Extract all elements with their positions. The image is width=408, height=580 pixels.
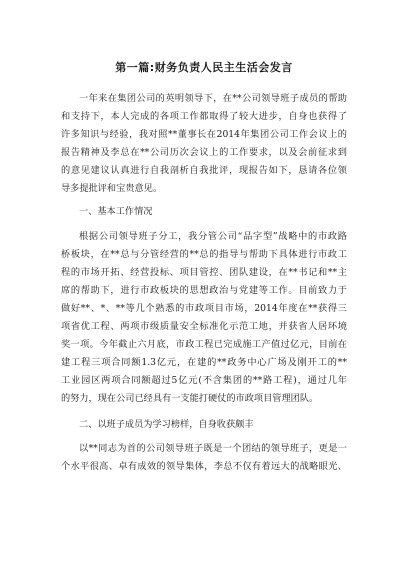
document-title: 第一篇:财务负责人民主生活会发言: [115, 61, 293, 74]
paragraph-line: 工业园区两项合同额超过5亿元(不含集团的**路工程)，通过几年: [61, 375, 347, 386]
section-heading: 二、以班子成员为学习榜样，自身收获颇丰: [79, 419, 254, 430]
paragraph-line: 桥板块，在**总与分管经营的**总的指导与帮助下具体进行市政工: [61, 249, 347, 260]
paragraph-line: 一年来在集团公司的英明领导下，在**公司领导班子成员的帮助: [79, 93, 347, 104]
paragraph-line: 项省优工程、两项市级质量安全标准化示范工地，并获省人居环境: [61, 321, 347, 332]
paragraph-line: 导多提批评和宝贵意见。: [61, 183, 163, 194]
paragraph-line: 许多知识与经验，我对照**董事长在2014年集团公司工作会议上的: [61, 129, 347, 140]
paragraph-line: 个水平很高、卓有成效的领导集体，李总不仅有着远大的战略眼光、: [61, 461, 347, 472]
paragraph-line: 的意见建议认真进行自我剖析自我批评，现报告如下，恳请各位领: [61, 165, 347, 176]
paragraph-line: 以**同志为首的公司领导班子既是一个团结的领导班子，更是一: [79, 443, 347, 454]
paragraph-line: 程的市场开拓、经营投标、项目管控、团队建设，在**书记和**主: [61, 267, 347, 278]
paragraph-line: 报告精神及李总在**公司历次会议上的工作要求，以及会前征求到: [61, 147, 347, 158]
paragraph-line: 做好**、*、**等几个熟悉的市政项目市场，2014年度在**获得三: [61, 303, 347, 314]
paragraph-line: 席的帮助下，进行市政板块的思想政治与党建等工作。目前致力于: [61, 285, 347, 296]
paragraph-line: 奖一项。今年截止六月底，市政工程已完成施工产值过亿元，目前在: [61, 339, 347, 350]
paragraph-line: 的努力，现在公司已经具有一支能打硬仗的市政项目管理团队。: [61, 393, 319, 404]
paragraph-line: 和支持下，本人完成的各项工作都取得了较大进步，自身也获得了: [61, 111, 347, 122]
section-heading: 一、基本工作情况: [79, 206, 153, 217]
paragraph-line: 根据公司领导班子分工，我分管公司“品字型”战略中的市政路: [79, 231, 347, 242]
paragraph-line: 建工程三项合同额1.3亿元，在建的**政务中心广场及刚开工的**: [61, 357, 347, 368]
